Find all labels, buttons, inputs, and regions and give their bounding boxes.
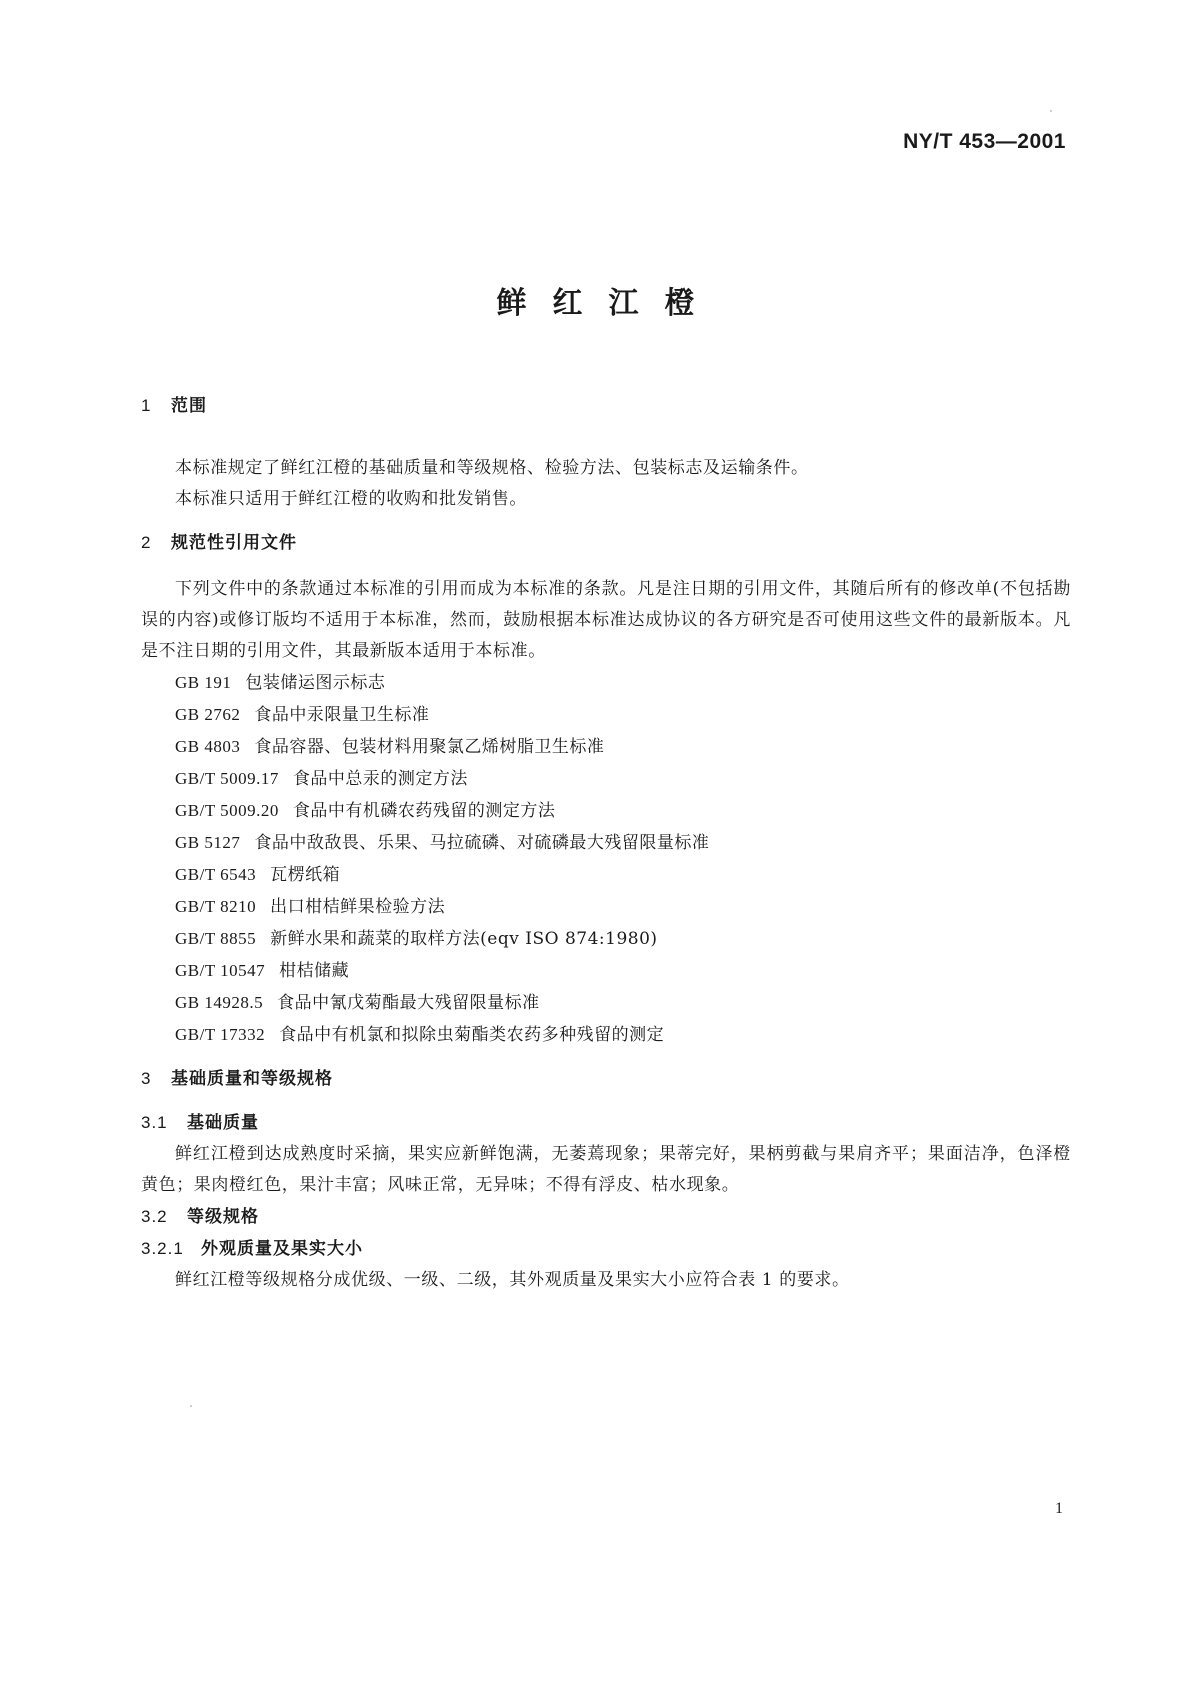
section-2-intro: 下列文件中的条款通过本标准的引用而成为本标准的条款。凡是注日期的引用文件，其随后所有的修改单(不包括勘误的内容)或修订版均不适用于本标准，然而，鼓励根据本标准达成协议的各方研究是否可使用这些文件的最新版本。凡是不注日期的引用文件，其最新版本适用于本标准。 — [141, 579, 1071, 661]
reference-title: 出口柑桔鲜果检验方法 — [270, 897, 446, 917]
reference-title: 柑桔储藏 — [279, 961, 350, 981]
reference-item — [141, 827, 1071, 859]
reference-code: GB/T 5009.17 — [175, 769, 279, 788]
reference-title: 包装储运图示标志 — [245, 673, 386, 693]
reference-item — [141, 731, 1071, 763]
reference-code: GB 14928.5 — [175, 993, 264, 1012]
section-3-1-heading — [141, 1107, 1071, 1139]
scan-speck — [1050, 110, 1052, 112]
reference-code: GB/T 8855 — [175, 929, 257, 948]
reference-item — [141, 987, 1071, 1019]
reference-item — [141, 795, 1071, 827]
spacer — [141, 433, 1071, 453]
reference-code: GB/T 17332 — [175, 1025, 266, 1044]
scan-speck — [190, 1405, 192, 1407]
section-1-number: 1 — [141, 396, 152, 415]
section-3-1-number: 3.1 — [141, 1113, 168, 1132]
reference-title: 瓦楞纸箱 — [270, 865, 341, 885]
reference-code: GB 5127 — [175, 833, 241, 852]
section-1-heading — [141, 390, 1071, 422]
page-number: 1 — [1055, 1500, 1063, 1517]
reference-title: 食品中有机磷农药残留的测定方法 — [292, 801, 556, 821]
standard-code: NY/T 453—2001 — [903, 130, 1066, 153]
reference-title: 食品中氰戊菊酯最大残留限量标准 — [277, 993, 540, 1013]
reference-title: 食品中总汞的测定方法 — [292, 769, 468, 789]
reference-code: GB/T 6543 — [175, 865, 257, 884]
reference-item — [141, 1019, 1071, 1051]
reference-list — [141, 667, 1071, 1051]
section-1-paragraph-1: 本标准规定了鲜红江橙的基础质量和等级规格、检验方法、包装标志及运输条件。 — [175, 458, 809, 478]
reference-item — [141, 667, 1071, 699]
section-1-title: 范围 — [171, 396, 207, 416]
reference-title: 食品容器、包装材料用聚氯乙烯树脂卫生标准 — [254, 737, 605, 757]
reference-item — [141, 923, 1071, 955]
reference-title: 食品中汞限量卫生标准 — [254, 705, 430, 725]
document-title: 鲜红江橙 — [496, 286, 721, 321]
reference-item — [141, 955, 1071, 987]
reference-code: GB/T 5009.20 — [175, 801, 279, 820]
reference-item — [141, 699, 1071, 731]
reference-item — [141, 859, 1071, 891]
section-3-2-1-heading — [141, 1233, 1071, 1265]
reference-code: GB 4803 — [175, 737, 241, 756]
reference-code: GB/T 10547 — [175, 961, 266, 980]
section-3-title: 基础质量和等级规格 — [171, 1069, 333, 1089]
reference-title: 新鲜水果和蔬菜的取样方法(eqv ISO 874:1980) — [270, 929, 658, 949]
section-3-2-heading — [141, 1201, 1071, 1233]
reference-item — [141, 763, 1071, 795]
section-3-2-number: 3.2 — [141, 1207, 168, 1226]
reference-item — [141, 891, 1071, 923]
section-3-2-1-number: 3.2.1 — [141, 1239, 184, 1258]
reference-title: 食品中有机氯和拟除虫菊酯类农药多种残留的测定 — [279, 1025, 665, 1045]
section-3-2-1-title: 外观质量及果实大小 — [201, 1239, 363, 1259]
section-2-heading — [141, 527, 1071, 559]
section-3-heading — [141, 1063, 1071, 1095]
reference-code: GB/T 8210 — [175, 897, 257, 916]
section-1-paragraph-2: 本标准只适用于鲜红江橙的收购和批发销售。 — [175, 489, 527, 509]
section-3-2-title: 等级规格 — [187, 1207, 259, 1227]
section-3-2-1-paragraph: 鲜红江橙等级规格分成优级、一级、二级，其外观质量及果实大小应符合表 1 的要求。 — [175, 1270, 850, 1290]
reference-code: GB 2762 — [175, 705, 241, 724]
section-3-1-title: 基础质量 — [187, 1113, 259, 1133]
section-3-number: 3 — [141, 1069, 152, 1088]
section-2-number: 2 — [141, 533, 152, 552]
section-2-title: 规范性引用文件 — [171, 533, 297, 553]
section-3-1-paragraph: 鲜红江橙到达成熟度时采摘，果实应新鲜饱满，无萎蔫现象；果蒂完好，果柄剪截与果肩齐平；果面洁净，色泽橙黄色；果肉橙红色，果汁丰富；风味正常，无异味；不得有浮皮、枯水现象。 — [141, 1144, 1071, 1195]
reference-title: 食品中敌敌畏、乐果、马拉硫磷、对硫磷最大残留限量标准 — [254, 833, 710, 853]
document-body — [141, 378, 1071, 1296]
reference-code: GB 191 — [175, 673, 232, 692]
